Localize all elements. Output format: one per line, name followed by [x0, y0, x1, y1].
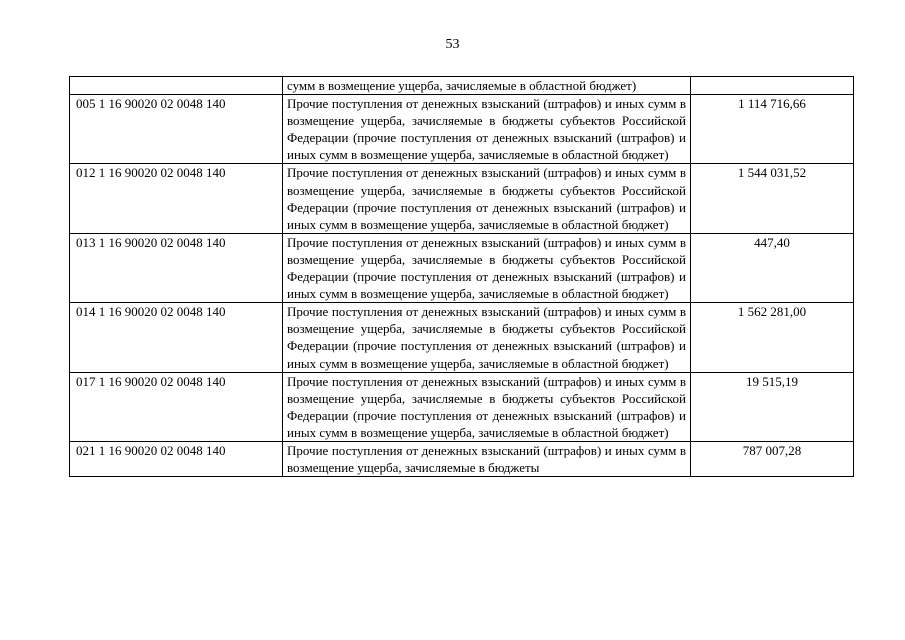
amount-cell: 787 007,28	[691, 441, 854, 476]
table-row	[70, 303, 854, 372]
amount-cell: 1 114 716,66	[691, 95, 854, 164]
table-row	[70, 164, 854, 233]
amount-cell	[691, 77, 854, 95]
table-row-continuation	[70, 77, 854, 95]
description-cell: Прочие поступления от денежных взысканий (штрафов) и иных сумм в возмещение ущерба, зачисляемые в бюджеты субъектов Российской Федерации (прочие поступления от денежных взысканий (штрафов) и иных сумм в возмещение ущерба, зачисляемые в областной бюджет)	[283, 303, 691, 372]
description-cell: сумм в возмещение ущерба, зачисляемые в областной бюджет)	[283, 77, 691, 95]
code-cell: 012 1 16 90020 02 0048 140	[70, 164, 283, 233]
table-row	[70, 441, 854, 476]
description-cell: Прочие поступления от денежных взысканий (штрафов) и иных сумм в возмещение ущерба, зачисляемые в бюджеты субъектов Российской Федерации (прочие поступления от денежных взысканий (штрафов) и иных сумм в возмещение ущерба, зачисляемые в областной бюджет)	[283, 372, 691, 441]
code-cell: 021 1 16 90020 02 0048 140	[70, 441, 283, 476]
page-number: 53	[445, 37, 460, 52]
code-cell: 013 1 16 90020 02 0048 140	[70, 233, 283, 302]
code-cell	[70, 77, 283, 95]
table-row	[70, 372, 854, 441]
amount-cell: 1 544 031,52	[691, 164, 854, 233]
code-cell: 005 1 16 90020 02 0048 140	[70, 95, 283, 164]
description-cell: Прочие поступления от денежных взысканий (штрафов) и иных сумм в возмещение ущерба, зачисляемые в бюджеты субъектов Российской Федерации (прочие поступления от денежных взысканий (штрафов) и иных сумм в возмещение ущерба, зачисляемые в областной бюджет)	[283, 233, 691, 302]
code-cell: 014 1 16 90020 02 0048 140	[70, 303, 283, 372]
amount-cell: 447,40	[691, 233, 854, 302]
budget-revenue-table	[69, 76, 854, 477]
table-row	[70, 95, 854, 164]
description-cell: Прочие поступления от денежных взысканий (штрафов) и иных сумм в возмещение ущерба, зачисляемые в бюджеты субъектов Российской Федерации (прочие поступления от денежных взысканий (штрафов) и иных сумм в возмещение ущерба, зачисляемые в областной бюджет)	[283, 95, 691, 164]
description-cell: Прочие поступления от денежных взысканий (штрафов) и иных сумм в возмещение ущерба, зачисляемые в бюджеты субъектов Российской Федерации (прочие поступления от денежных взысканий (штрафов) и иных сумм в возмещение ущерба, зачисляемые в областной бюджет)	[283, 164, 691, 233]
description-cell: Прочие поступления от денежных взысканий (штрафов) и иных сумм в возмещение ущерба, зачисляемые в бюджеты	[283, 441, 691, 476]
code-cell: 017 1 16 90020 02 0048 140	[70, 372, 283, 441]
table-row	[70, 233, 854, 302]
amount-cell: 1 562 281,00	[691, 303, 854, 372]
amount-cell: 19 515,19	[691, 372, 854, 441]
